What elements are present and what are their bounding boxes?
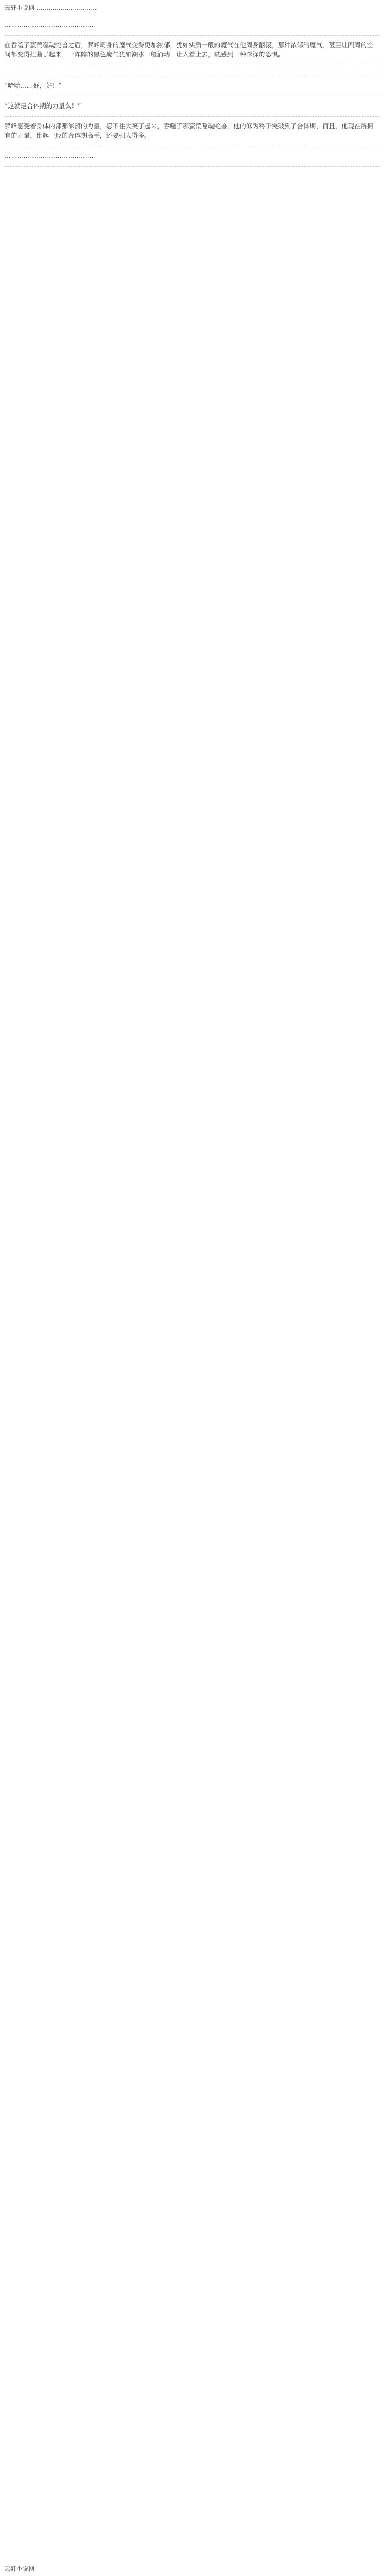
chapter-paragraph: …………………………………… bbox=[4, 146, 380, 167]
chapter-paragraph: “哈哈……好，好！” bbox=[4, 76, 380, 96]
chapter-content bbox=[4, 15, 380, 167]
chapter-paragraph: …………………………………… bbox=[4, 15, 380, 36]
footer-site-name: 云轩小说网 bbox=[4, 2565, 35, 2572]
header-dots: ………………………… bbox=[36, 4, 97, 12]
site-name: 云轩小说网 bbox=[4, 4, 35, 12]
chapter-paragraph: “这就是合体期的力量么！” bbox=[4, 96, 380, 117]
chapter-paragraph: 在吞噬了蛮荒噬魂蛇兽之后，罗峰周身的魔气变得更加浓郁，犹如实质一般的魔气在他周身翻滚，那种浓郁的魔气，甚至让四周的空间都变得扭曲了起来，一阵阵的黑色魔气犹如潮水一般涌动，让人看上去，就感到一种深深的恐惧。 bbox=[4, 36, 380, 65]
site-header bbox=[4, 3, 97, 12]
chapter-paragraph bbox=[4, 65, 380, 76]
chapter-paragraph: 罗峰感受着身体内部那澎湃的力量，忍不住大笑了起来，吞噬了那蛮荒噬魂蛇兽，他的修为终于突破到了合体期，而且，他现在所拥有的力量，比起一般的合体期高手，还要强大得多。 bbox=[4, 117, 380, 146]
